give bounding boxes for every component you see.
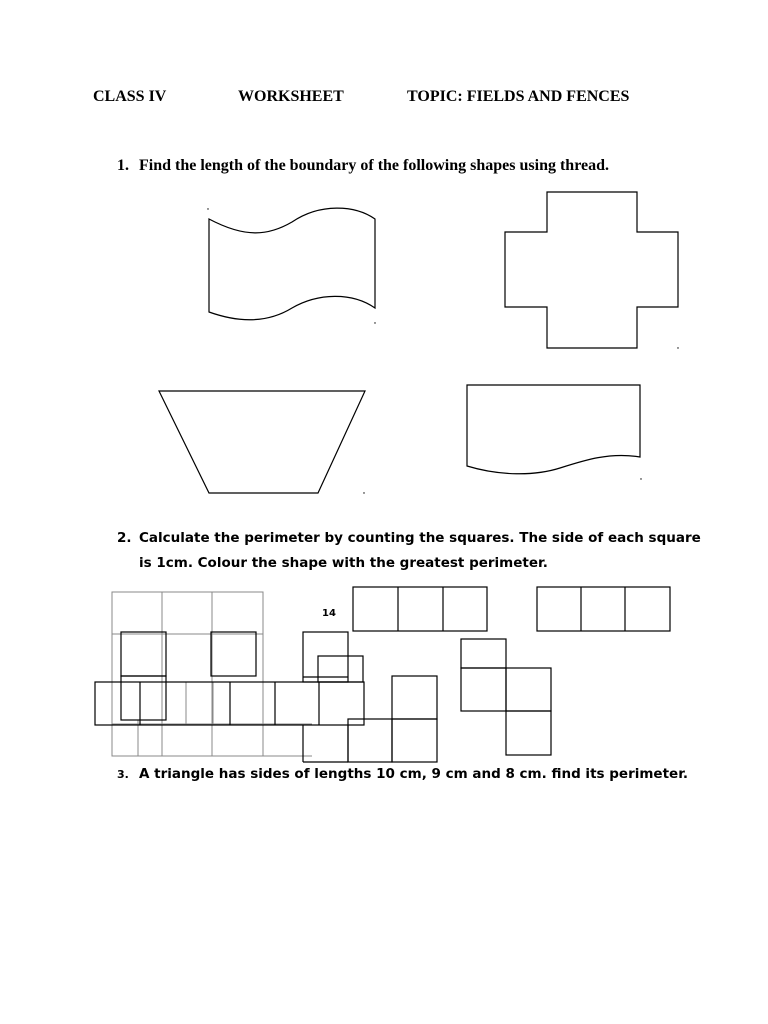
- grid-shapes: [353, 587, 670, 755]
- question-2-number: 2.: [117, 530, 132, 546]
- grid-row-1: [353, 587, 487, 631]
- wavy-flag-shape: [209, 208, 375, 320]
- question-1-text: Find the length of the boundary of the following shapes using thread.: [139, 157, 609, 174]
- wavy-rectangle-shape: [467, 385, 640, 474]
- topic-label: TOPIC: FIELDS AND FENCES: [407, 88, 630, 105]
- class-label: CLASS IV: [93, 88, 167, 105]
- figure-label-14: 14: [322, 608, 336, 619]
- question-3-text: A triangle has sides of lengths 10 cm, 9 cm and 8 cm. find its perimeter.: [139, 766, 689, 782]
- cross-shape: [505, 192, 678, 348]
- question-2-line-2: is 1cm. Colour the shape with the greatest perimeter.: [139, 555, 548, 571]
- light-grid: [112, 592, 312, 756]
- worksheet-label: WORKSHEET: [238, 88, 344, 105]
- question-3-number: 3.: [117, 768, 129, 781]
- grid-row-2: [537, 587, 670, 631]
- overlap-shapes: [95, 632, 437, 762]
- question-3: [117, 766, 688, 782]
- trapezium-shape: [159, 391, 365, 493]
- question-1-number: 1.: [117, 157, 129, 174]
- question-2-text: Calculate the perimeter by counting the squares. The side of each square: [139, 530, 701, 546]
- question-2: [117, 530, 701, 546]
